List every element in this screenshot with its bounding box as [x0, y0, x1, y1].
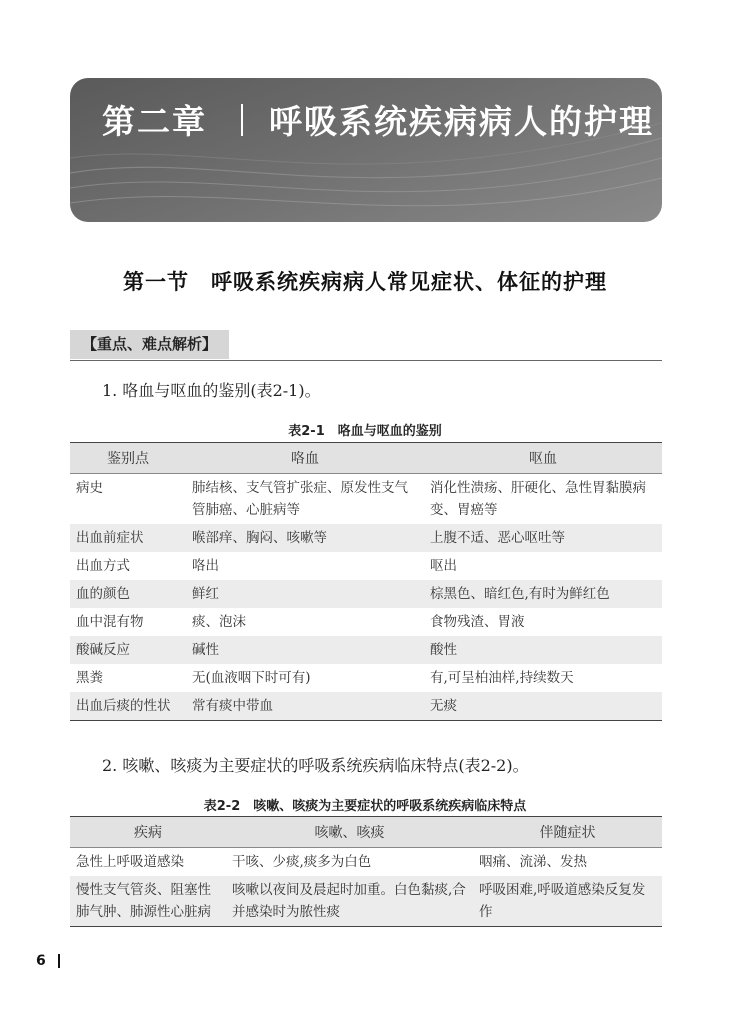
table-cell: 咳嗽以夜间及晨起时加重。白色黏痰,合并感染时为脓性痰: [226, 876, 473, 927]
table-cell: 出血后痰的性状: [70, 692, 186, 721]
chapter-separator: [241, 104, 243, 136]
page-number-bar: [58, 954, 60, 968]
table-row: [70, 636, 662, 664]
table-cell: 食物残渣、胃液: [430, 614, 525, 630]
table-1-caption: 表2-1 咯血与呕血的鉴别: [288, 424, 442, 439]
table-cell: 酸碱反应: [70, 636, 186, 664]
table-header-cell: 咳嗽、咳痰: [226, 817, 473, 848]
section-title: 第一节 呼吸系统疾病病人常见症状、体征的护理: [123, 270, 607, 294]
table-row: [70, 692, 662, 721]
table-cell: 常有痰中带血: [186, 692, 424, 721]
table-header-cell: 伴随症状: [473, 817, 662, 848]
table-2-caption: 表2-2 咳嗽、咳痰为主要症状的呼吸系统疾病临床特点: [203, 799, 527, 814]
table-header-cell: 疾病: [70, 817, 226, 848]
chapter-title: 呼吸系统疾病病人的护理: [269, 102, 654, 141]
table-cell: 慢性支气管炎、阻塞性肺气肿、肺源性心脏病: [70, 876, 226, 927]
table-cell: 急性上呼吸道感染: [76, 854, 184, 870]
table-row: [70, 608, 662, 636]
table-2: [70, 816, 662, 927]
page-number-text: 6: [36, 953, 46, 969]
table-row: [70, 524, 662, 552]
table-cell: 干咳、少痰,痰多为白色: [232, 854, 372, 870]
table-cell: 出血前症状: [70, 524, 186, 552]
paragraph-1: 1. 咯血与呕血的鉴别(表2-1)。: [102, 381, 321, 400]
table-row: [70, 664, 662, 692]
chapter-number: 第二章: [102, 102, 207, 141]
table-header-row: [70, 817, 662, 848]
table-cell: 咯出: [192, 558, 219, 574]
table-cell: 有,可呈柏油样,持续数天: [430, 670, 574, 686]
table-header-cell: 咯血: [186, 443, 424, 474]
table-row: [70, 552, 662, 580]
table-cell: 痰、泡沫: [192, 614, 246, 630]
table-cell: 呕出: [430, 558, 457, 574]
table-cell: 酸性: [424, 636, 662, 664]
table-cell: 消化性溃疡、肝硬化、急性胃黏膜病变、胃癌等: [430, 480, 646, 518]
table-cell: 上腹不适、恶心呕吐等: [424, 524, 662, 552]
key-points-tag: 【重点、难点解析】: [70, 330, 229, 359]
chapter-heading: [102, 96, 654, 143]
table-cell: 无痰: [424, 692, 662, 721]
table-cell: 血的颜色: [70, 580, 186, 608]
table-header-cell: 鉴别点: [70, 443, 186, 474]
table-cell: 呼吸困难,呼吸道感染反复发作: [473, 876, 662, 927]
table-header-cell: 呕血: [424, 443, 662, 474]
key-points-header: [70, 330, 662, 361]
table-row: [70, 580, 662, 608]
table-cell: 黑粪: [76, 670, 103, 686]
table-cell: 肺结核、支气管扩张症、原发性支气管肺癌、心脏病等: [192, 480, 408, 518]
table-cell: 棕黑色、暗红色,有时为鲜红色: [424, 580, 662, 608]
table-row: [70, 848, 662, 877]
table-header-row: [70, 443, 662, 474]
table-row: [70, 876, 662, 927]
table-1: [70, 442, 662, 721]
table-cell: 碱性: [186, 636, 424, 664]
table-cell: 无(血液咽下时可有): [192, 670, 311, 686]
table-cell: 鲜红: [186, 580, 424, 608]
chapter-banner: [70, 78, 662, 222]
paragraph-2: 2. 咳嗽、咳痰为主要症状的呼吸系统疾病临床特点(表2-2)。: [102, 756, 529, 775]
table-cell: 病史: [76, 480, 103, 496]
table-cell: 出血方式: [76, 558, 130, 574]
table-cell: 喉部痒、胸闷、咳嗽等: [186, 524, 424, 552]
table-row: [70, 474, 662, 525]
page-number: [36, 953, 60, 969]
table-cell: 咽痛、流涕、发热: [479, 854, 587, 870]
table-cell: 血中混有物: [76, 614, 144, 630]
